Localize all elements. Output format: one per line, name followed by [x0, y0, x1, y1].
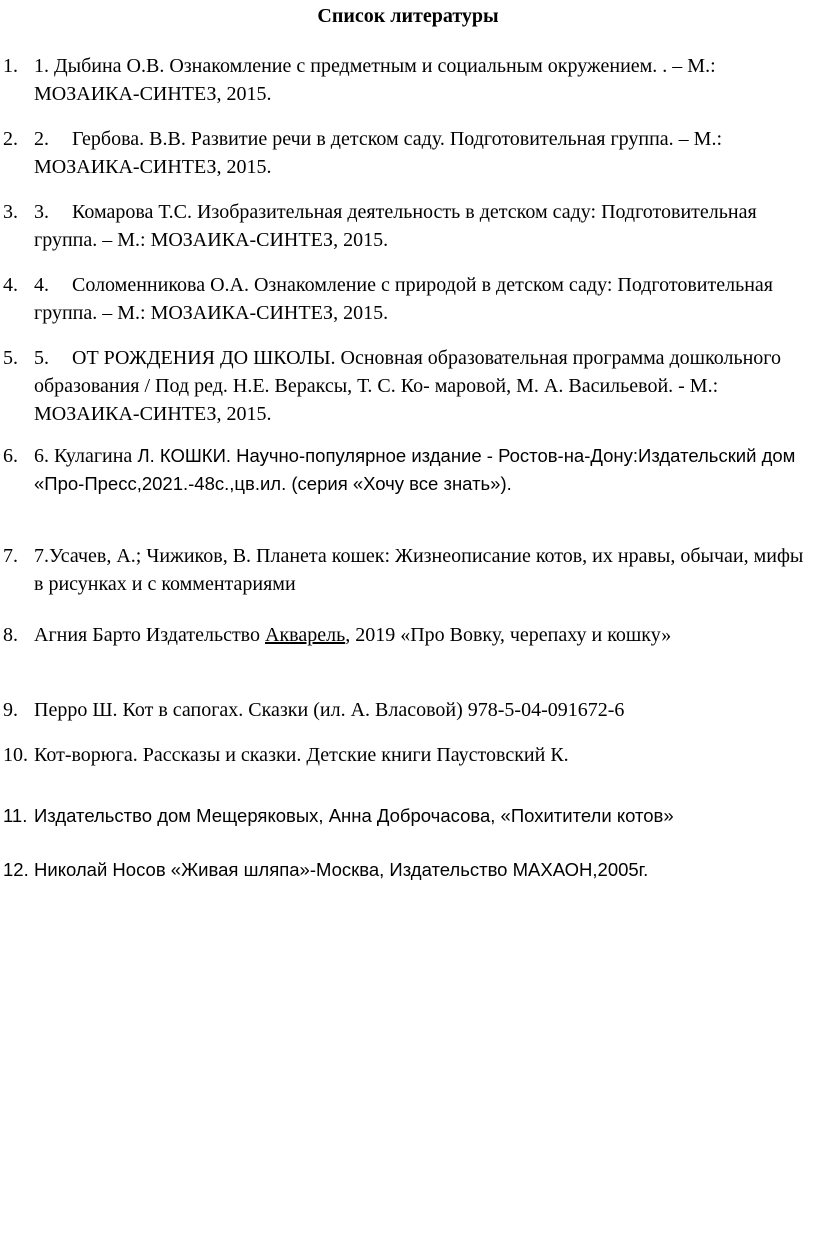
reference-body: Л. КОШКИ. Научно-популярное издание - Ростов-на-Дону:Издательский дом «Про-Пресс,2021.-48с.,цв.ил. (серия «Хочу все знать»).	[34, 445, 796, 494]
reference-body: Соломенникова О.А. Ознакомление с природой в детском саду: Подготовительная группа. – М.: МОЗАИКА-СИНТЕЗ, 2015.	[34, 274, 773, 324]
reference-text	[34, 125, 804, 181]
list-number: 2.	[3, 128, 18, 150]
inner-number: 1.	[34, 55, 49, 77]
reference-text: Издательство дом Мещеряковых, Анна Доброчасова, «Похитители котов»	[34, 805, 674, 826]
reference-body: Агния Барто Издательство	[34, 624, 265, 646]
reference-body-tail: , 2019 «Про Вовку, черепаху и кошку»	[345, 624, 672, 646]
page-title: Список литературы	[317, 5, 499, 27]
inner-number: 4.	[34, 274, 49, 296]
list-number: 4.	[3, 274, 18, 296]
list-number: 11.	[3, 805, 28, 826]
reference-text	[34, 198, 804, 254]
list-number: 6.	[3, 445, 18, 467]
publisher-link[interactable]: Акварель	[265, 624, 346, 646]
reference-text	[34, 442, 804, 498]
list-number: 3.	[3, 201, 18, 223]
reference-text	[34, 52, 804, 108]
reference-text: Николай Носов «Живая шляпа»-Москва, Издательство МАХАОН,2005г.	[34, 859, 649, 880]
list-number: 7.	[3, 545, 18, 567]
inner-number: 6.	[34, 445, 49, 467]
reference-text: 7.Усачев, А.; Чижиков, В. Планета кошек: Жизнеописание котов, их нравы, обычаи, мифы в рисунках и с комментариями	[34, 545, 804, 595]
reference-text: Перро Ш. Кот в сапогах. Сказки (ил. А. Власовой) 978-5-04-091672-6	[34, 699, 625, 721]
inner-number: 5.	[34, 347, 49, 369]
reference-body: Гербова. В.В. Развитие речи в детском саду. Подготовительная группа. – М.: МОЗАИКА-СИНТЕЗ, 2015.	[34, 128, 723, 178]
reference-text	[34, 621, 804, 649]
inner-number: 2.	[34, 128, 49, 150]
list-number: 9.	[3, 699, 18, 721]
list-number: 1.	[3, 55, 18, 77]
reference-text: Кот-ворюга. Рассказы и сказки. Детские книги Паустовский К.	[34, 744, 569, 766]
list-number: 12.	[3, 859, 29, 880]
list-number: 5.	[3, 347, 18, 369]
list-number: 8.	[3, 624, 18, 646]
reference-author: Кулагина	[54, 445, 133, 467]
list-number: 10.	[3, 744, 28, 766]
reference-body: Дыбина О.В. Ознакомление с предметным и социальным окружением. . – М.: МОЗАИКА-СИНТЕЗ, 2015.	[34, 55, 716, 105]
reference-body: Комарова Т.С. Изобразительная деятельность в детском саду: Подготовительная группа. – М.: МОЗАИКА-СИНТЕЗ, 2015.	[34, 201, 757, 251]
inner-number: 3.	[34, 201, 49, 223]
reference-body: ОТ РОЖДЕНИЯ ДО ШКОЛЫ. Основная образовательная программа дошкольного образования / Под ред. Н.Е. Вераксы, Т. С. Ко- маровой, М. А. Васильевой. - М.: МОЗАИКА-СИНТЕЗ, 2015.	[34, 347, 782, 425]
reference-text	[34, 271, 804, 327]
reference-text	[34, 344, 804, 428]
